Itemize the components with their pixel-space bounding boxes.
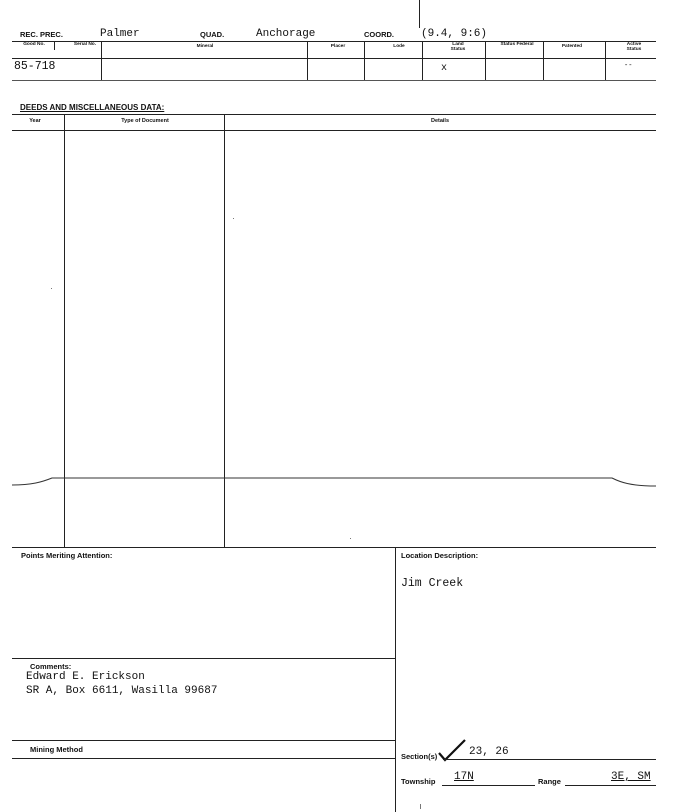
- top-center-rule: [419, 0, 420, 28]
- township-label: Township: [401, 777, 436, 786]
- col-good-no: Good No.: [23, 42, 45, 47]
- scan-speck: [350, 538, 351, 539]
- range-label: Range: [538, 777, 561, 786]
- range-underline: [565, 785, 656, 786]
- comments-line-2: SR A, Box 6611, Wasilla 99687: [26, 685, 218, 697]
- sections-label: Section(s): [401, 752, 438, 761]
- deeds-head-rule: [12, 130, 656, 131]
- township-underline: [442, 785, 535, 786]
- col-placer: Placer: [330, 44, 346, 49]
- points-label: Points Meriting Attention:: [21, 551, 113, 560]
- claim-col-line: [605, 42, 606, 80]
- scan-speck: [51, 288, 52, 289]
- lower-center-rule: [395, 547, 396, 812]
- good-no-value: 85-718: [14, 60, 56, 73]
- rec-prec-value: Palmer: [100, 28, 140, 40]
- claim-col-line: [485, 42, 486, 80]
- claim-col-line: [307, 42, 308, 80]
- points-bottom-rule: [12, 658, 395, 659]
- active-status-mark: --: [624, 62, 633, 70]
- header-rule: [12, 41, 656, 42]
- col-active-status: Active Status: [626, 42, 642, 52]
- claim-col-line: [364, 42, 365, 80]
- deeds-top-rule: [12, 114, 656, 115]
- col-mineral: Mineral: [196, 44, 214, 49]
- township-value: 17N: [454, 771, 474, 783]
- claim-col-line: [543, 42, 544, 80]
- claim-col-line: [422, 42, 423, 80]
- rec-prec-label: REC. PREC.: [20, 30, 63, 39]
- col-type-of-document: Type of Document: [121, 118, 169, 124]
- mining-rule: [12, 758, 395, 759]
- scan-speck: [420, 804, 421, 809]
- col-serial-no: Serial No.: [73, 42, 97, 47]
- quad-label: QUAD.: [200, 30, 225, 39]
- claim-col-line: [101, 42, 102, 80]
- mining-method-label: Mining Method: [30, 745, 83, 754]
- col-year: Year: [29, 118, 41, 124]
- coord-label: COORD.: [364, 30, 394, 39]
- comments-line-1: Edward E. Erickson: [26, 671, 145, 683]
- page-fold-line: [12, 472, 656, 492]
- range-value: 3E, SM: [611, 771, 651, 783]
- comments-label: Comments:: [30, 662, 72, 671]
- location-value: Jim Creek: [401, 577, 464, 590]
- col-land-status: Land Status: [450, 42, 466, 52]
- col-lode: Lode: [393, 44, 405, 49]
- comments-bottom-rule: [12, 740, 395, 741]
- col-patented: Patented: [561, 44, 583, 49]
- deeds-bottom-rule: [12, 547, 656, 548]
- quad-value: Anchorage: [256, 28, 316, 40]
- coord-value: (9.4, 9:6): [421, 28, 488, 40]
- location-label: Location Description:: [401, 551, 479, 560]
- col-details: Details: [430, 118, 450, 124]
- claim-col-line: [54, 42, 55, 50]
- col-status-federal: Status Federal: [500, 42, 534, 47]
- deeds-title: DEEDS AND MISCELLANEOUS DATA:: [20, 103, 165, 112]
- claim-head-rule: [12, 58, 656, 59]
- sections-value: 23, 26: [469, 746, 509, 758]
- scan-speck: [233, 218, 234, 219]
- land-status-mark: x: [441, 63, 448, 74]
- sections-underline: [443, 759, 656, 760]
- claim-bottom-rule: [12, 80, 656, 81]
